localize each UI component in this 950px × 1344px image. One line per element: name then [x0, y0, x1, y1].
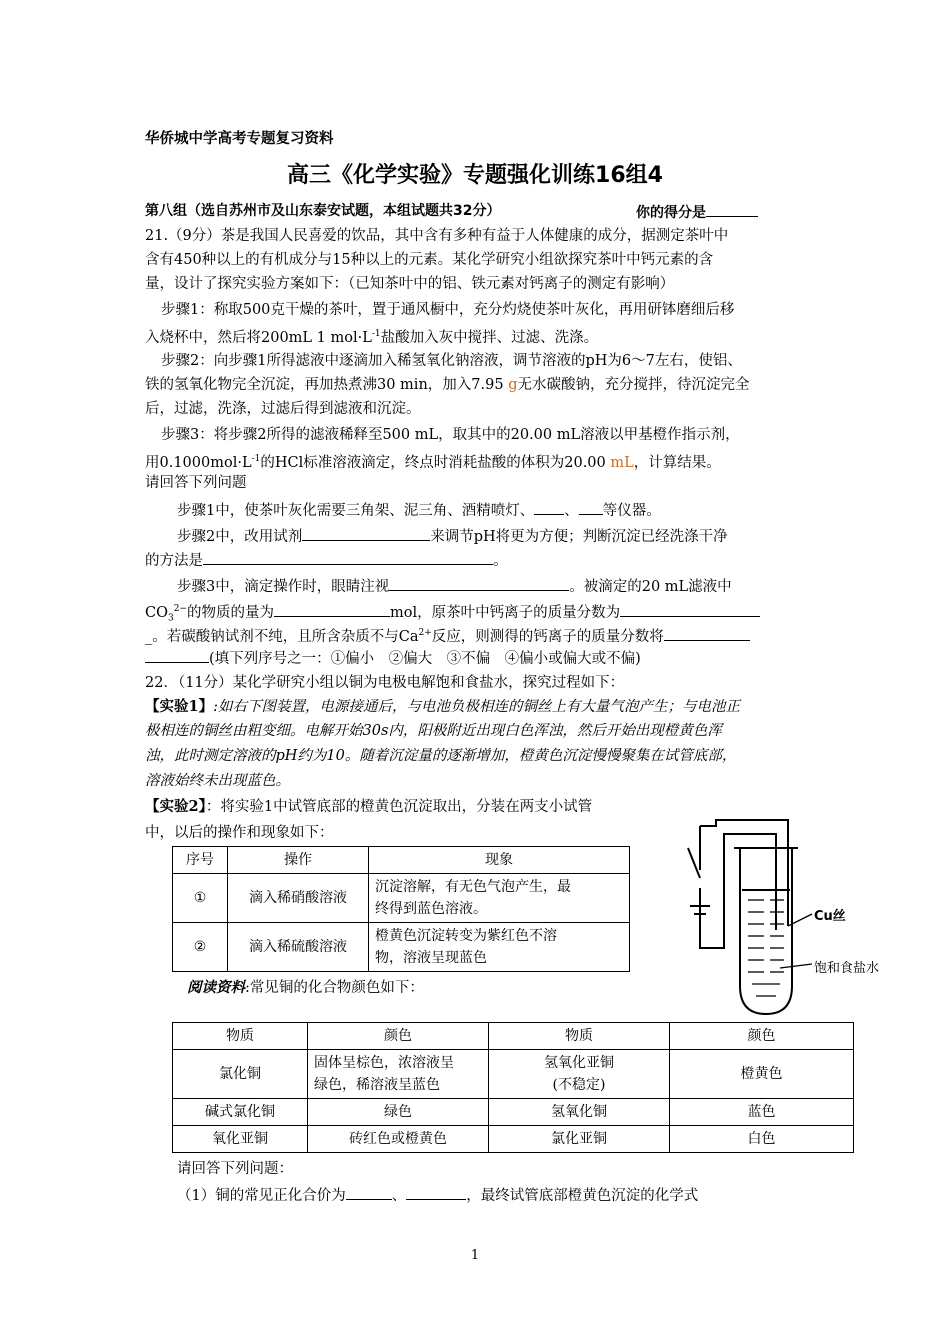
- q21-step2-c: 后，过滤，洗涤，过滤后得到滤液和沉淀。: [145, 401, 421, 417]
- table-header-row: [173, 1023, 854, 1050]
- answer-blank[interactable]: [203, 548, 493, 565]
- reading-material: 阅读资料:常见铜的化合物颜色如下：: [187, 979, 424, 996]
- q22-exp1-b: 极相连的铜丝由粗变细。电解开始30s内，阳极附近出现白色浑浊，然后开始出现橙黄色浑: [145, 723, 722, 739]
- answer-blank[interactable]: [664, 624, 750, 641]
- table-header: 颜色: [308, 1023, 489, 1050]
- answer-blank[interactable]: [346, 1183, 392, 1200]
- table-cell: 固体呈棕色，浓溶液呈 绿色，稀溶液呈蓝色: [308, 1050, 489, 1099]
- q22-exp2-a: 【实验2】：将实验1中试管底部的橙黄色沉淀取出，分装在两支小试管: [145, 798, 593, 815]
- answer-blank[interactable]: [274, 600, 390, 617]
- table-cell: 氢氧化铜: [489, 1099, 670, 1126]
- answer-blank[interactable]: [620, 600, 760, 617]
- score-label: 你的得分是: [636, 205, 706, 221]
- answer-blank[interactable]: [579, 498, 603, 515]
- q21-step1-b: 入烧杯中，然后将200mL 1 $mol\cdot L^{-1}$盐酸加入灰中搅拌、过滤、洗涤。: [145, 329, 599, 346]
- q21-answer3b: $CO_3^{2-}$的物质的量为 mol，原茶叶中钙离子的质量分数为: [145, 598, 760, 630]
- table-header-row: [173, 847, 630, 874]
- q21-answer2b: 的方法是 。: [145, 548, 508, 572]
- q21-answer2: 步骤2中，改用试剂 来调节pH将更为方便；判断沉淀已经洗涤干净: [177, 524, 728, 548]
- table-cell: 橙黄色: [670, 1050, 854, 1099]
- q21-answer3d: (填下列序号之一：①偏小 ②偏大 ③不偏 ④偏小或偏大或不偏): [145, 646, 641, 670]
- table-cell: 氯化铜: [173, 1050, 308, 1099]
- table-row: [173, 1050, 854, 1099]
- q21-answer3: 步骤3中，滴定操作时，眼睛注视 。被滴定的20 mL滤液中: [177, 574, 732, 598]
- copper-compounds-table: [172, 1022, 854, 1153]
- q22-exp1-a: 【实验1】:如右下图装置，电源接通后，与电池负极相连的铜丝上有大量气泡产生；与电池正: [145, 698, 740, 715]
- answer-blank[interactable]: [534, 498, 564, 515]
- table-row: [173, 1099, 854, 1126]
- q22-exp1-d: 溶液始终未出现蓝色。: [145, 773, 290, 789]
- table-cell: 氢氧化亚铜 (不稳定): [489, 1050, 670, 1099]
- table-cell: 碱式氯化铜: [173, 1099, 308, 1126]
- page-title: 高三《化学实验》专题强化训练16组4: [287, 163, 663, 188]
- q21-answer3c: _。若碳酸钠试剂不纯，且所含杂质不与$Ca^{2+}$反应，则测得的钙离子的质量分数将: [145, 622, 750, 648]
- answer-blank[interactable]: [406, 1183, 466, 1200]
- answer-blank[interactable]: [389, 574, 569, 591]
- q21-ask: 请回答下列问题: [145, 475, 247, 491]
- table-header: 现象: [369, 847, 630, 874]
- q21-step2-a: 步骤2：向步骤1所得滤液中逐滴加入稀氢氧化钠溶液，调节溶液的pH为6～7左右，使铝、: [161, 353, 742, 369]
- electrolysis-apparatus-figure: [672, 818, 902, 1018]
- table-cell: 沉淀溶解，有无色气泡产生，最 终得到蓝色溶液。: [369, 874, 630, 923]
- answer-blank[interactable]: [145, 646, 209, 663]
- group-heading: 第八组（选自苏州市及山东泰安试题，本组试题共32分）: [145, 203, 501, 219]
- table-header: 物质: [173, 1023, 308, 1050]
- table-cell: 绿色: [308, 1099, 489, 1126]
- table-row: [173, 874, 630, 923]
- table-cell: 氯化亚铜: [489, 1126, 670, 1153]
- table-row: [173, 923, 630, 972]
- q21-step1-a: 步骤1：称取500克干燥的茶叶，置于通风橱中，充分灼烧使茶叶灰化，再用研钵磨细后移: [161, 302, 735, 318]
- page-number: 1: [470, 1248, 480, 1263]
- q21-step3-a: 步骤3：将步骤2所得的滤液稀释至500 mL，取其中的20.00 mL溶液以甲基橙作指示剂，: [161, 427, 740, 443]
- q22-question1: （1）铜的常见正化合价为 、 ，最终试管底部橙黄色沉淀的化学式: [177, 1183, 698, 1207]
- experiment-table: [172, 846, 630, 972]
- q22-ask: 请回答下列问题：: [177, 1161, 293, 1177]
- salt-solution-label: 饱和食盐水: [814, 961, 880, 976]
- q21-line3: 量，设计了探究实验方案如下：（已知茶叶中的铝、铁元素对钙离子的测定有影响）: [145, 276, 675, 292]
- table-cell: 氧化亚铜: [173, 1126, 308, 1153]
- q21-step2-b: 铁的氢氧化物完全沉淀，再加热煮沸30 min，加入7.95 g无水碳酸钠，充分搅拌，待沉淀完全: [145, 377, 750, 393]
- table-cell: 滴入稀硝酸溶液: [228, 874, 369, 923]
- table-cell: 砖红色或橙黄色: [308, 1126, 489, 1153]
- score-field: [636, 200, 758, 222]
- table-cell: 白色: [670, 1126, 854, 1153]
- q22-exp2-b: 中，以后的操作和现象如下：: [145, 825, 334, 841]
- cu-wire-label: Cu丝: [814, 909, 846, 924]
- table-cell: ②: [173, 923, 228, 972]
- table-header: 序号: [173, 847, 228, 874]
- score-blank: [706, 200, 758, 217]
- answer-blank[interactable]: [302, 524, 430, 541]
- table-header: 操作: [228, 847, 369, 874]
- table-cell: 蓝色: [670, 1099, 854, 1126]
- school-name: 华侨城中学高考专题复习资料: [145, 131, 334, 147]
- table-header: 颜色: [670, 1023, 854, 1050]
- table-cell: 滴入稀硫酸溶液: [228, 923, 369, 972]
- q21-answer1: 步骤1中，使茶叶灰化需要三角架、泥三角、酒精喷灯、 、 等仪器。: [177, 498, 661, 522]
- table-header: 物质: [489, 1023, 670, 1050]
- table-row: [173, 1126, 854, 1153]
- q21-step3-b: 用$0.1000mol\cdot L^{-1}$的HCl标准溶液滴定，终点时消耗盐酸的体积为20.00 mL，计算结果。: [145, 454, 721, 471]
- table-cell: ①: [173, 874, 228, 923]
- q21-line1: 21.（9分）茶是我国人民喜爱的饮品，其中含有多种有益于人体健康的成分，据测定茶叶中: [145, 228, 729, 244]
- q21-line2: 含有450种以上的有机成分与15种以上的元素。某化学研究小组欲探究茶叶中钙元素的含: [145, 252, 714, 268]
- q22-exp1-c: 浊，此时测定溶液的pH约为10。随着沉淀量的逐渐增加，橙黄色沉淀慢慢聚集在试管底部，: [145, 748, 737, 764]
- q22-line1: 22．（11分）某化学研究小组以铜为电极电解饱和食盐水，探究过程如下：: [145, 675, 625, 691]
- table-cell: 橙黄色沉淀转变为紫红色不溶 物，溶液呈现蓝色: [369, 923, 630, 972]
